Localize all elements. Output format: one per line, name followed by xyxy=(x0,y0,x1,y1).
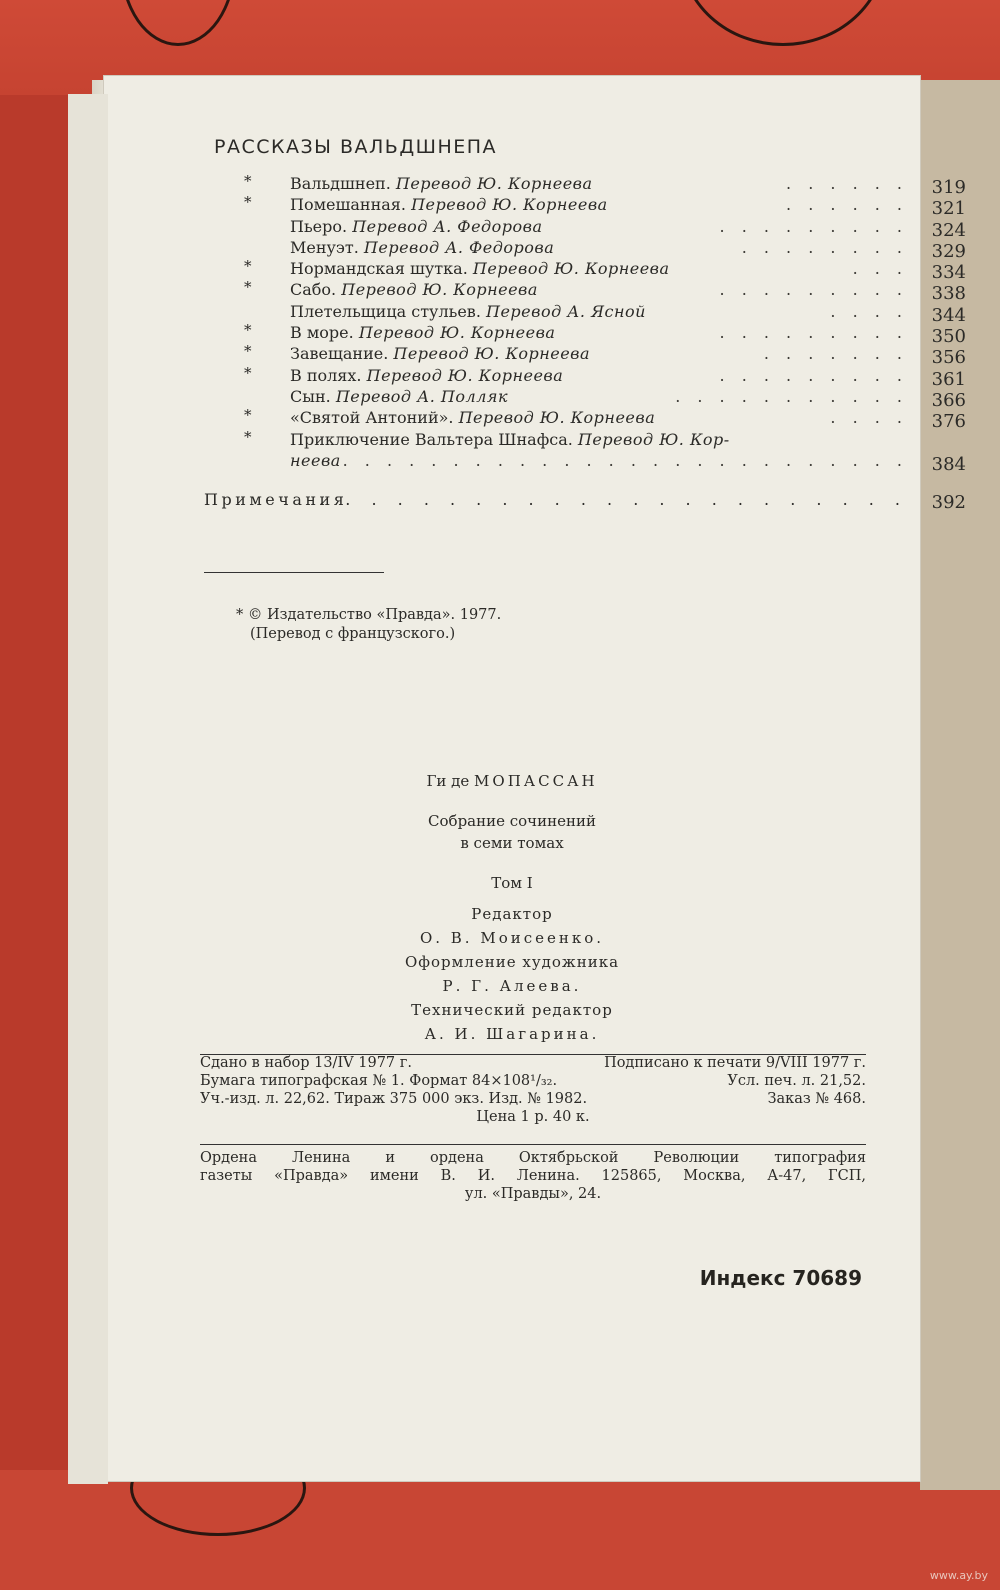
toc-title: Помешанная. xyxy=(290,195,406,215)
toc-page: 329 xyxy=(931,240,966,262)
asterisk-mark: * xyxy=(244,427,252,446)
catalog-index: Индекс 70689 xyxy=(699,1266,862,1290)
toc-page: 361 xyxy=(931,368,966,390)
notes-page: 392 xyxy=(931,492,966,513)
toc-entry xyxy=(244,321,966,348)
leader-dots: . . . . . . . . . . . . . . . . . . . . . . . . . . xyxy=(342,450,908,470)
leader-dots: . . . . . . xyxy=(786,174,908,193)
toc-translator: Перевод А. Федорова xyxy=(363,237,555,257)
leader-dots: . . . . . . . . . xyxy=(719,323,908,343)
leader-dots: . . . . . . . . . xyxy=(719,280,908,300)
printing-house-line: ул. «Правды», 24. xyxy=(464,1186,602,1202)
paper-type: Бумага типографская № 1. xyxy=(200,1073,405,1089)
asterisk-mark: * xyxy=(244,321,252,340)
toc-entry xyxy=(244,427,966,451)
order-number: Заказ № 468. xyxy=(767,1091,866,1107)
leader-dots: . . . . . . . . . xyxy=(719,216,908,236)
publication-number: Изд. № 1982. xyxy=(488,1091,588,1107)
collection-line: в семи томах xyxy=(460,834,564,852)
translation-note: (Перевод с французского.) xyxy=(250,626,456,642)
tech-editor-label: Технический редактор xyxy=(411,1001,613,1019)
imprint-rule xyxy=(200,1144,866,1145)
section-title: РАССКАЗЫ ВАЛЬДШНЕПА xyxy=(214,136,498,158)
toc-translator: Перевод Ю. Кор- xyxy=(577,429,730,449)
set-date: Сдано в набор 13/IV 1977 г. xyxy=(200,1055,412,1071)
toc-title: Сабо. xyxy=(290,280,337,300)
copyright-note xyxy=(236,606,501,644)
format: Формат 84×108¹/₃₂. xyxy=(409,1073,558,1089)
toc-title: Пьеро. xyxy=(290,216,348,236)
toc-title: Нормандская шутка. xyxy=(290,259,468,279)
toc-title: Вальдшнеп. xyxy=(290,174,391,193)
toc-entry xyxy=(264,386,966,411)
volume-number: Том I xyxy=(491,874,533,892)
toc-page: 344 xyxy=(931,304,966,326)
toc-page: 321 xyxy=(931,198,966,220)
collection-title xyxy=(104,810,920,854)
leader-dots: . . . . . . . xyxy=(763,344,908,364)
tech-editor-name: А. И. Шагарина. xyxy=(424,1025,600,1043)
toc-title: Сын. xyxy=(290,386,331,406)
author-name: МОПАССАН xyxy=(474,772,598,790)
toc-translator: Перевод Ю. Корнеева xyxy=(341,280,538,300)
printing-house-line: Ордена Ленина и ордена Октябрьской Революции типография xyxy=(200,1150,866,1166)
toc-translator: Перевод Ю. Корнеева xyxy=(358,323,556,343)
toc-page: 338 xyxy=(931,283,966,305)
toc-entry xyxy=(244,342,966,369)
editor-name: О. В. Моисеенко. xyxy=(419,929,605,947)
print-run: Тираж 375 000 экз. xyxy=(334,1091,484,1107)
editor-label: Редактор xyxy=(471,905,553,923)
price: Цена 1 р. 40 к. xyxy=(476,1109,590,1125)
toc-entry xyxy=(244,193,966,220)
book-page xyxy=(104,76,966,1481)
toc-page: 356 xyxy=(931,347,966,369)
toc-entry xyxy=(264,237,966,262)
table-of-contents xyxy=(244,172,966,475)
leader-dots: . . . . xyxy=(830,408,908,428)
toc-title: В полях. xyxy=(290,365,362,385)
leader-dots: . . . xyxy=(852,259,908,279)
toc-title: Приключение Вальтера Шнафса. xyxy=(290,429,573,449)
toc-translator: Перевод А. Федорова xyxy=(352,216,543,236)
toc-entry xyxy=(264,216,966,241)
toc-title: Менуэт. xyxy=(290,237,359,257)
printing-house xyxy=(200,1144,866,1203)
toc-translator: Перевод Ю. Корнеева xyxy=(393,344,591,364)
notes-label: Примечания xyxy=(204,490,348,509)
toc-title: «Святой Антоний». xyxy=(290,408,454,428)
toc-translator: Перевод Ю. Корнеева xyxy=(458,408,656,428)
toc-page: 376 xyxy=(931,411,966,433)
signed-date: Подписано к печати 9/VIII 1977 г. xyxy=(604,1055,866,1071)
leader-dots: . . . . . . xyxy=(786,195,908,215)
leader-dots: . . . . . . . . . . . xyxy=(675,386,908,406)
page-edge xyxy=(68,94,108,1484)
leader-dots: . . . . . . . . xyxy=(741,237,908,257)
toc-entry xyxy=(244,172,966,198)
watermark: www.ay.by xyxy=(929,1569,988,1582)
asterisk-mark: * xyxy=(244,172,252,190)
leader-dots: . . . . xyxy=(830,301,908,321)
author-prefix: Ги де xyxy=(426,772,470,790)
toc-title: Плетельщица стульев. xyxy=(290,301,481,321)
toc-entry xyxy=(264,301,966,326)
toc-translator: Перевод Ю. Корнеева xyxy=(366,365,564,385)
imprint-block xyxy=(200,1054,866,1127)
asterisk-mark: * xyxy=(244,278,252,297)
asterisk-mark: * xyxy=(244,342,252,361)
toc-translator: Перевод Ю. Корнеева xyxy=(395,174,593,193)
printing-house-line: газеты «Правда» имени В. И. Ленина. 125865, Москва, А-47, ГСП, xyxy=(200,1168,866,1184)
toc-translator: Перевод А. Ясной xyxy=(486,301,646,321)
toc-page: 366 xyxy=(931,389,966,411)
toc-translator: неева xyxy=(290,450,341,470)
copyright-line: © Издательство «Правда». 1977. xyxy=(247,607,502,623)
toc-title: В море. xyxy=(290,323,354,343)
toc-page: 334 xyxy=(931,262,966,284)
footnote-divider xyxy=(204,572,384,573)
toc-entry xyxy=(244,363,966,390)
toc-title: Завещание. xyxy=(290,344,389,364)
background-book-left xyxy=(0,95,75,1485)
toc-page: 384 xyxy=(931,453,966,475)
toc-page: 324 xyxy=(931,219,966,241)
toc-page: 350 xyxy=(931,326,966,348)
toc-entry-continuation xyxy=(264,450,966,475)
design-label: Оформление художника xyxy=(404,953,620,971)
credits xyxy=(104,902,920,1046)
book-author xyxy=(104,772,920,790)
toc-entry xyxy=(244,406,966,433)
asterisk-mark: * xyxy=(244,406,252,425)
leader-dots: . . . . . . . . . xyxy=(719,365,908,385)
toc-translator: Перевод Ю. Корнеева xyxy=(472,259,670,279)
toc-translator: Перевод Ю. Корнеева xyxy=(411,195,608,215)
toc-translator: Перевод А. Полляк xyxy=(335,386,509,406)
toc-entry xyxy=(244,278,966,305)
printed-sheets: Усл. печ. л. 21,52. xyxy=(727,1073,866,1089)
toc-page: 319 xyxy=(931,177,966,198)
asterisk-mark: * xyxy=(244,257,252,276)
designer-name: Р. Г. Алеева. xyxy=(442,977,582,995)
asterisk-mark: * xyxy=(244,193,252,212)
notes-entry xyxy=(204,490,966,514)
asterisk-mark: * xyxy=(244,363,252,382)
asterisk-mark: * xyxy=(236,607,244,623)
toc-entry xyxy=(244,257,966,284)
publisher-sheets: Уч.-изд. л. 22,62. xyxy=(200,1091,330,1107)
leader-dots: . . . . . . . . . . . . . . . . . . . . . . . xyxy=(319,490,908,509)
collection-line: Собрание сочинений xyxy=(428,812,596,830)
